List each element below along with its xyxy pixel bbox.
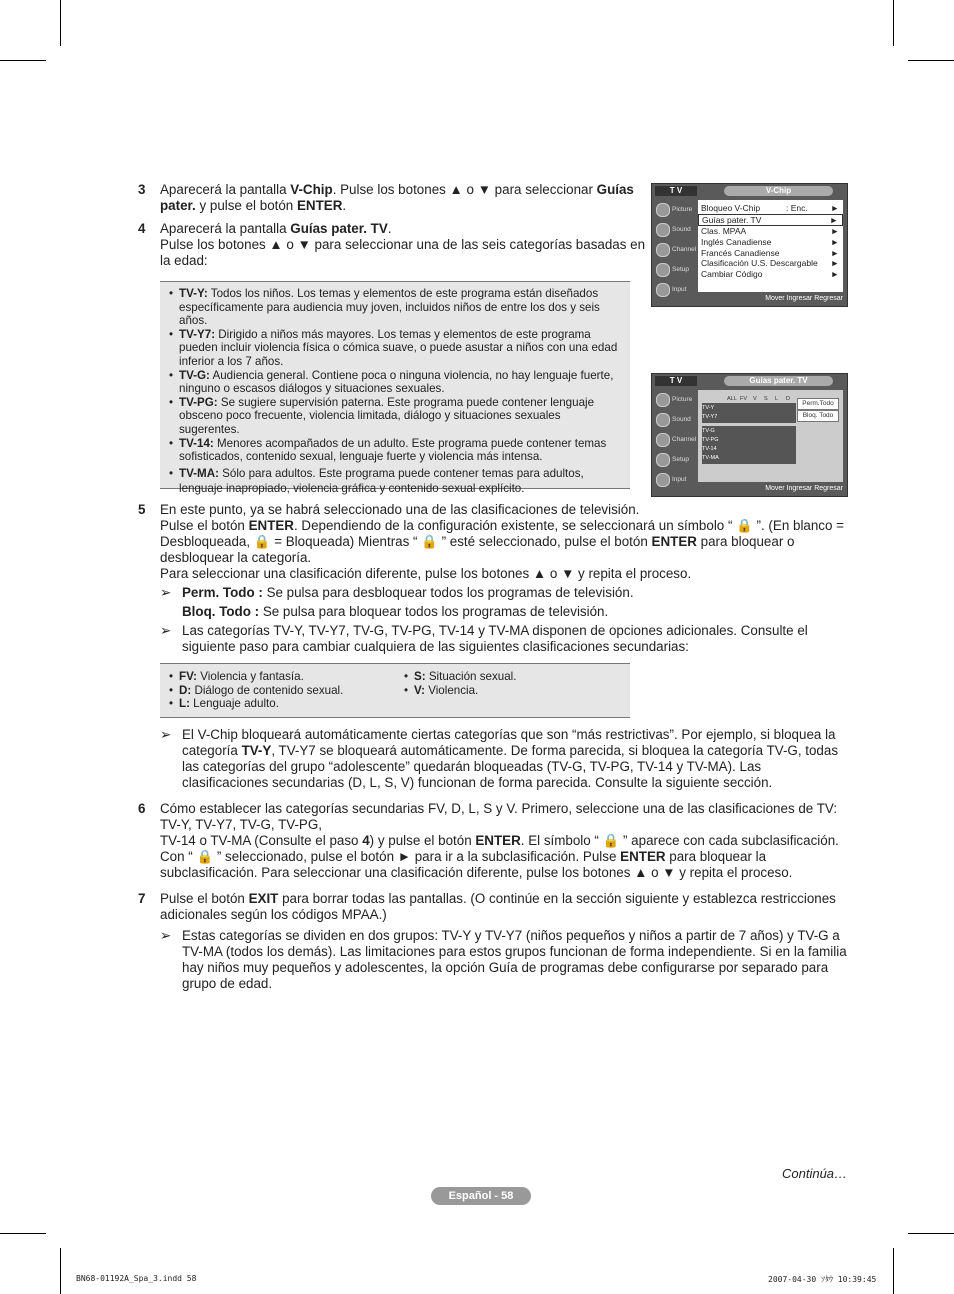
rating-item: • TV-G: Audiencia general. Contiene poca o ninguna violencia, no hay lenguaje fuerte, ninguno o escasos diálogos y situaciones sexuales. [169, 369, 622, 396]
crop-mark [60, 0, 61, 46]
subrating-item: • D: Diálogo de contenido sexual. [169, 684, 343, 698]
step-number: 5 [138, 502, 146, 517]
menu-panel [698, 200, 843, 292]
step-number: 4 [138, 221, 146, 236]
unlock-all-button: Perm.Todo [797, 398, 839, 410]
rating-grid-panel [698, 390, 843, 482]
setup-icon [656, 263, 670, 277]
note: Bloq. Todo : Se pulsa para bloquear todos los programas de televisión. [182, 604, 609, 619]
subrating-item: • S: Situación sexual. [404, 670, 516, 684]
crop-mark [893, 0, 894, 46]
menu-item: Clas. MPAA ► [701, 226, 839, 237]
menu-title: V-Chip [724, 186, 833, 196]
step-number: 3 [138, 182, 146, 197]
crop-mark [908, 60, 954, 61]
crop-mark [908, 1233, 954, 1234]
sidebar-item-input: Input [654, 280, 698, 300]
subrating-item: • L: Lenguaje adulto. [169, 697, 343, 711]
note: ➢ Las categorías TV-Y, TV-Y7, TV-G, TV-PG, TV-14 y TV-MA disponen de opciones adicionales. Consulte el siguiente paso para cambiar cualquiera de las siguientes clasificaciones secundarias: [160, 623, 808, 654]
crop-mark [0, 1233, 46, 1234]
menu-item: Inglés Canadiense ► [701, 237, 839, 248]
menu-item-selected: Guías pater. TV ► [698, 214, 843, 227]
menu-sidebar [654, 200, 698, 300]
page-number: Español - 58 [431, 1187, 531, 1205]
setup-icon [656, 453, 670, 467]
input-icon [656, 283, 670, 297]
sound-icon [656, 223, 670, 237]
rating-item: • TV-PG: Se sugiere supervisión paterna. Este programa puede contener lenguaje obsceno poco frecuente, violencia limitada, diálogo y situaciones sexuales sugerentes. [169, 396, 622, 437]
picture-icon [656, 393, 670, 407]
rating-item: • TV-Y7: Dirigido a niños más mayores. Los temas y elementos de este programa pueden incluir violencia física o cómica suave, o puede asustar a niños con una edad inferior a los 7 años. [169, 328, 622, 369]
menu-item: Bloqueo V-Chip : Enc. ► [701, 203, 839, 213]
sound-icon [656, 413, 670, 427]
subrating-item: • V: Violencia. [404, 684, 516, 698]
sidebar-item-channel: Channel [654, 240, 698, 260]
channel-icon [656, 243, 670, 257]
sidebar-item-sound: Sound [654, 220, 698, 240]
vchip-note: ➢ El V-Chip bloqueará automáticamente ciertas categorías que son “más restrictivas”. Por ejemplo, si bloquea la categoría TV-Y, TV-Y7 se bloqueará automáticamente. De forma parecida, si bloquea la categoría TV-G, todas las categorías del grupo “adolescente” quedarán bloqueadas (TV-G, TV-PG, TV-14 y TV-MA). Las clasificaciones secundarias (D, L, S, V) funcionan de forma parecida. Consulte la siguiente sección. [160, 727, 839, 790]
rating-item: • TV-14: Menores acompañados de un adulto. Este programa puede contener temas sofisticados, contenido sexual, lenguaje fuerte y violencia más intensa. [169, 437, 622, 464]
sidebar-item-channel: Channel [654, 430, 698, 450]
continued-label: Continúa… [782, 1166, 848, 1181]
picture-icon [656, 203, 670, 217]
rating-item: • TV-Y: Todos los niños. Los temas y elementos de este programa están diseñados específicamente para audiencia muy joven, incluidos niños de entre los dos y seis años. [169, 287, 622, 328]
menu-item: Francés Canadiense ► [701, 247, 839, 258]
menu-sidebar [654, 390, 698, 490]
step-number: 6 [138, 801, 146, 816]
input-icon [656, 473, 670, 487]
menu-item: Clasificación U.S. Descargable ► [701, 258, 839, 269]
step-number: 7 [138, 891, 146, 906]
subratings-box [160, 663, 630, 718]
menu-item: Cambiar Código ► [701, 269, 839, 280]
crop-mark [893, 1248, 894, 1294]
crop-mark [60, 1248, 61, 1294]
sidebar-item-input: Input [654, 470, 698, 490]
channel-icon [656, 433, 670, 447]
parental-guide-screenshot [651, 373, 848, 497]
tv-label: T V [655, 376, 697, 386]
sidebar-item-setup: Setup [654, 260, 698, 280]
sidebar-item-picture: Picture [654, 200, 698, 220]
note: ➢ Perm. Todo : Se pulsa para desbloquear todos los programas de televisión. [160, 585, 634, 600]
tv-label: T V [655, 186, 697, 196]
subrating-item: • FV: Violencia y fantasía. [169, 670, 343, 684]
rating-item: • TV-MA: Sólo para adultos. Este programa puede contener temas para adultos, lenguaje inapropiado, violencia gráfica y contenido sexual explícito. [169, 466, 622, 496]
sidebar-item-setup: Setup [654, 450, 698, 470]
rating-grid: ALL FV V S L D TV-Y TV-Y7 TV-G TV-PG TV-14 TV-MA [702, 396, 796, 464]
ratings-box [160, 281, 630, 495]
print-slug-right: 2007-04-30 ｿﾀｳ 10:39:45 [768, 1275, 877, 1284]
sidebar-item-picture: Picture [654, 390, 698, 410]
note: ➢ Estas categorías se dividen en dos grupos: TV-Y y TV-Y7 (niños pequeños y niños a partir de 7 años) y TV-G a TV-MA (todos los demás). Las limitaciones para estos grupos funcionan de forma independiente. Si en la familia hay niños muy pequeños y adolescentes, la opción Guía de programas debe configurarse por separado para grupo de edad. [160, 928, 847, 991]
sidebar-item-sound: Sound [654, 410, 698, 430]
menu-footer: Mover Ingresar Regresar [765, 485, 843, 492]
vchip-menu-screenshot [651, 183, 848, 307]
print-slug-left: BN68-01192A_Spa_3.indd 58 [76, 1274, 197, 1283]
crop-mark [0, 60, 46, 61]
menu-footer: Mover Ingresar Regresar [765, 295, 843, 302]
lock-all-button: Bloq. Todo [797, 410, 839, 422]
menu-title: Guías pater. TV [724, 376, 833, 386]
